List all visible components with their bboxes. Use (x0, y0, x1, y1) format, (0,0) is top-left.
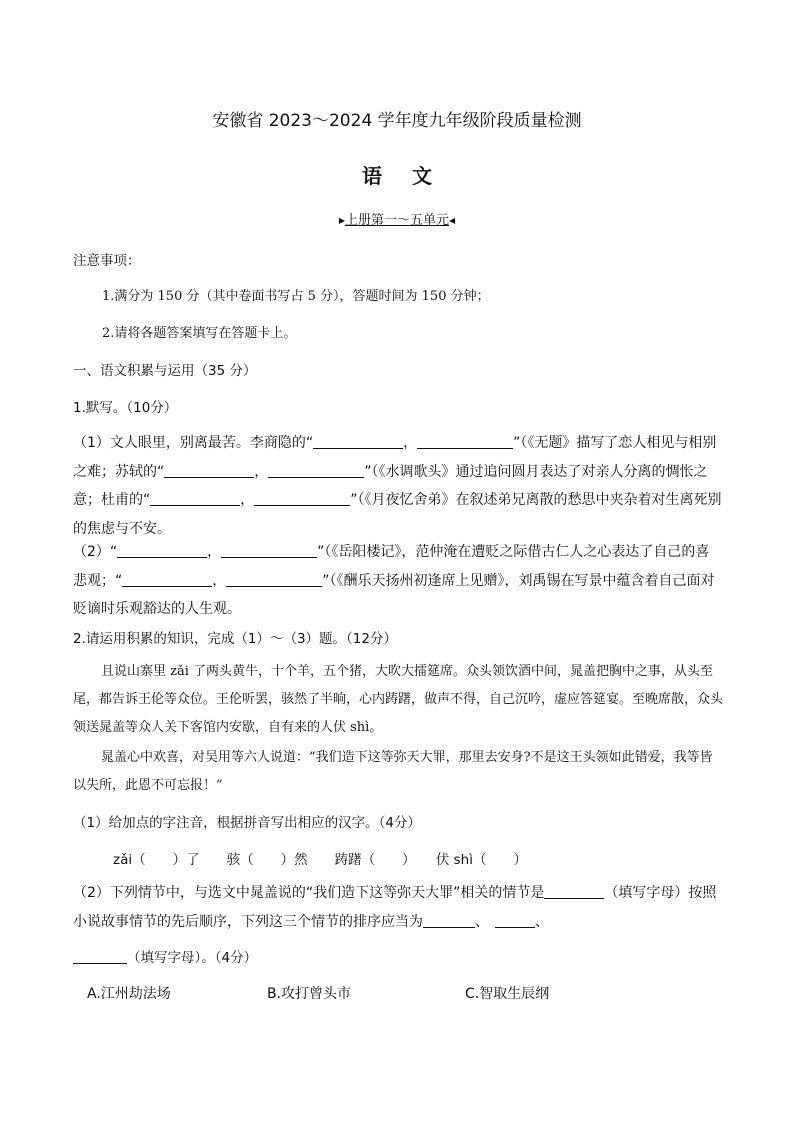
notice-item-2: 2.请将各题答案填写在答题卡上。 (102, 326, 297, 341)
scope-text: 上册第一～五单元 (344, 213, 449, 228)
q2-sub2-text-d: 、 (535, 913, 549, 930)
q1-p1-text-a: （1）文人眼里，别离最苦。李商隐的“ (73, 435, 314, 451)
answer-blank[interactable] (164, 463, 254, 478)
answer-blank[interactable] (254, 491, 350, 506)
answer-blank[interactable] (117, 543, 207, 558)
option-a[interactable]: A.江州劫法场 (87, 986, 171, 1002)
answer-blank[interactable] (423, 913, 475, 928)
q1-p2-text-a: （2）“ (73, 544, 118, 560)
scope-line (0, 209, 794, 228)
q1-p1-text-e: ”（《水调歌头》通过追问圆月表达了对亲人分离的惆怅之意；杜甫的“ (73, 463, 708, 508)
q2-passage-1: 且说山寨里 zǎi 了两头黄牛，十个羊，五个猪，大吹大擂筵席。众头领饮酒中间，晁盖把胸中之事，从头至尾，都告诉王伦等众位。王伦听罢，骇然了半晌，心内踌躇，做声不得，自己沉吟，虚应答筵宴。至晚席散，众头领送晁盖等众人关下客馆内安歇，自有来的人伏 shì。 (73, 664, 724, 735)
q1-p1-text-b: ， (403, 435, 418, 451)
q2-sub2-text-b: （填写字母）按照小说故事情节的先后顺序，下列这三个情节的排序应当为 (73, 885, 717, 930)
q1-p1-text-g: ”（《月夜忆舍弟》在叙述弟兄离散的愁思中夹杂着对生离死别的焦虑与不安。 (73, 492, 722, 537)
q1-p2-text-b: ， (207, 544, 222, 560)
q1-part2 (73, 538, 723, 624)
q2-sub2-text-a: （2）下列情节中，与选文中晁盖说的“我们造下这等弥天大罪”相关的情节是 (73, 885, 545, 901)
answer-blank[interactable] (313, 434, 403, 449)
q2-sub2-end (73, 946, 257, 966)
q2-sub2 (73, 879, 723, 936)
q1-p1-text-c: ”（《无题》描写了恋人相见与相别之难；苏轼的“ (73, 435, 717, 480)
notice-item-1: 1.满分为 150 分（其中卷面书写占 5 分），答题时间为 150 分钟； (102, 289, 490, 304)
answer-blank[interactable] (226, 572, 322, 587)
answer-blank[interactable] (417, 434, 513, 449)
q2-label: 2.请运用积累的知识，完成（1）～（3）题。（12分） (73, 631, 397, 647)
option-c[interactable]: C.智取生辰纲 (465, 986, 550, 1002)
q1-p2-text-c: ”（《岳阳楼记》，范仲淹在遭贬之际借古仁人之心表达了自己的喜悲观；“ (73, 544, 710, 589)
q1-p1-text-f: ， (240, 492, 255, 508)
answer-blank[interactable] (221, 543, 317, 558)
q2-sub1: （1）给加点的字注音，根据拼音写出相应的汉字。（4分） (73, 815, 421, 831)
triangle-left-icon: ◀ (449, 216, 456, 225)
subject-title: 语文 (362, 164, 462, 188)
notice-heading: 注意事项： (73, 253, 141, 269)
answer-blank[interactable] (544, 884, 604, 899)
answer-blank[interactable] (268, 463, 364, 478)
answer-blank[interactable] (495, 913, 535, 928)
q1-part1 (73, 429, 723, 543)
q2-sub2-text-e: （填写字母）。（4分） (127, 950, 258, 966)
q1-p2-text-d: ， (212, 572, 227, 589)
q1-p2-text-e: ”（《酬乐天扬州初逢席上见赠》，刘禹锡在写景中蕴含着自己面对贬谪时乐观豁达的人生观。 (73, 572, 715, 617)
answer-blank[interactable] (150, 491, 240, 506)
triangle-right-icon: ▶ (338, 216, 345, 225)
q1-label: 1.默写。（10分） (73, 400, 178, 416)
answer-blank[interactable] (73, 949, 127, 964)
q2-sub2-text-c: 、 (475, 913, 489, 930)
q1-p1-text-d: ， (254, 463, 269, 480)
answer-blank[interactable] (122, 572, 212, 587)
q2-pinyin-line: zǎi（ ）了 骇（ ）然 踌躇（ ） 伏 shì（ ） (113, 852, 527, 868)
section1-heading: 一、语文积累与运用（35 分） (73, 363, 257, 379)
q2-passage-2: 晁盖心中欢喜，对吴用等六人说道：“我们造下这等弥天大罪，那里去安身?不是这王头领如此错爱，我等皆以失所，此恩不可忘报！” (73, 750, 713, 793)
option-b[interactable]: B.攻打曾头市 (267, 986, 352, 1002)
exam-title: 安徽省 2023～2024 学年度九年级阶段质量检测 (212, 111, 582, 131)
